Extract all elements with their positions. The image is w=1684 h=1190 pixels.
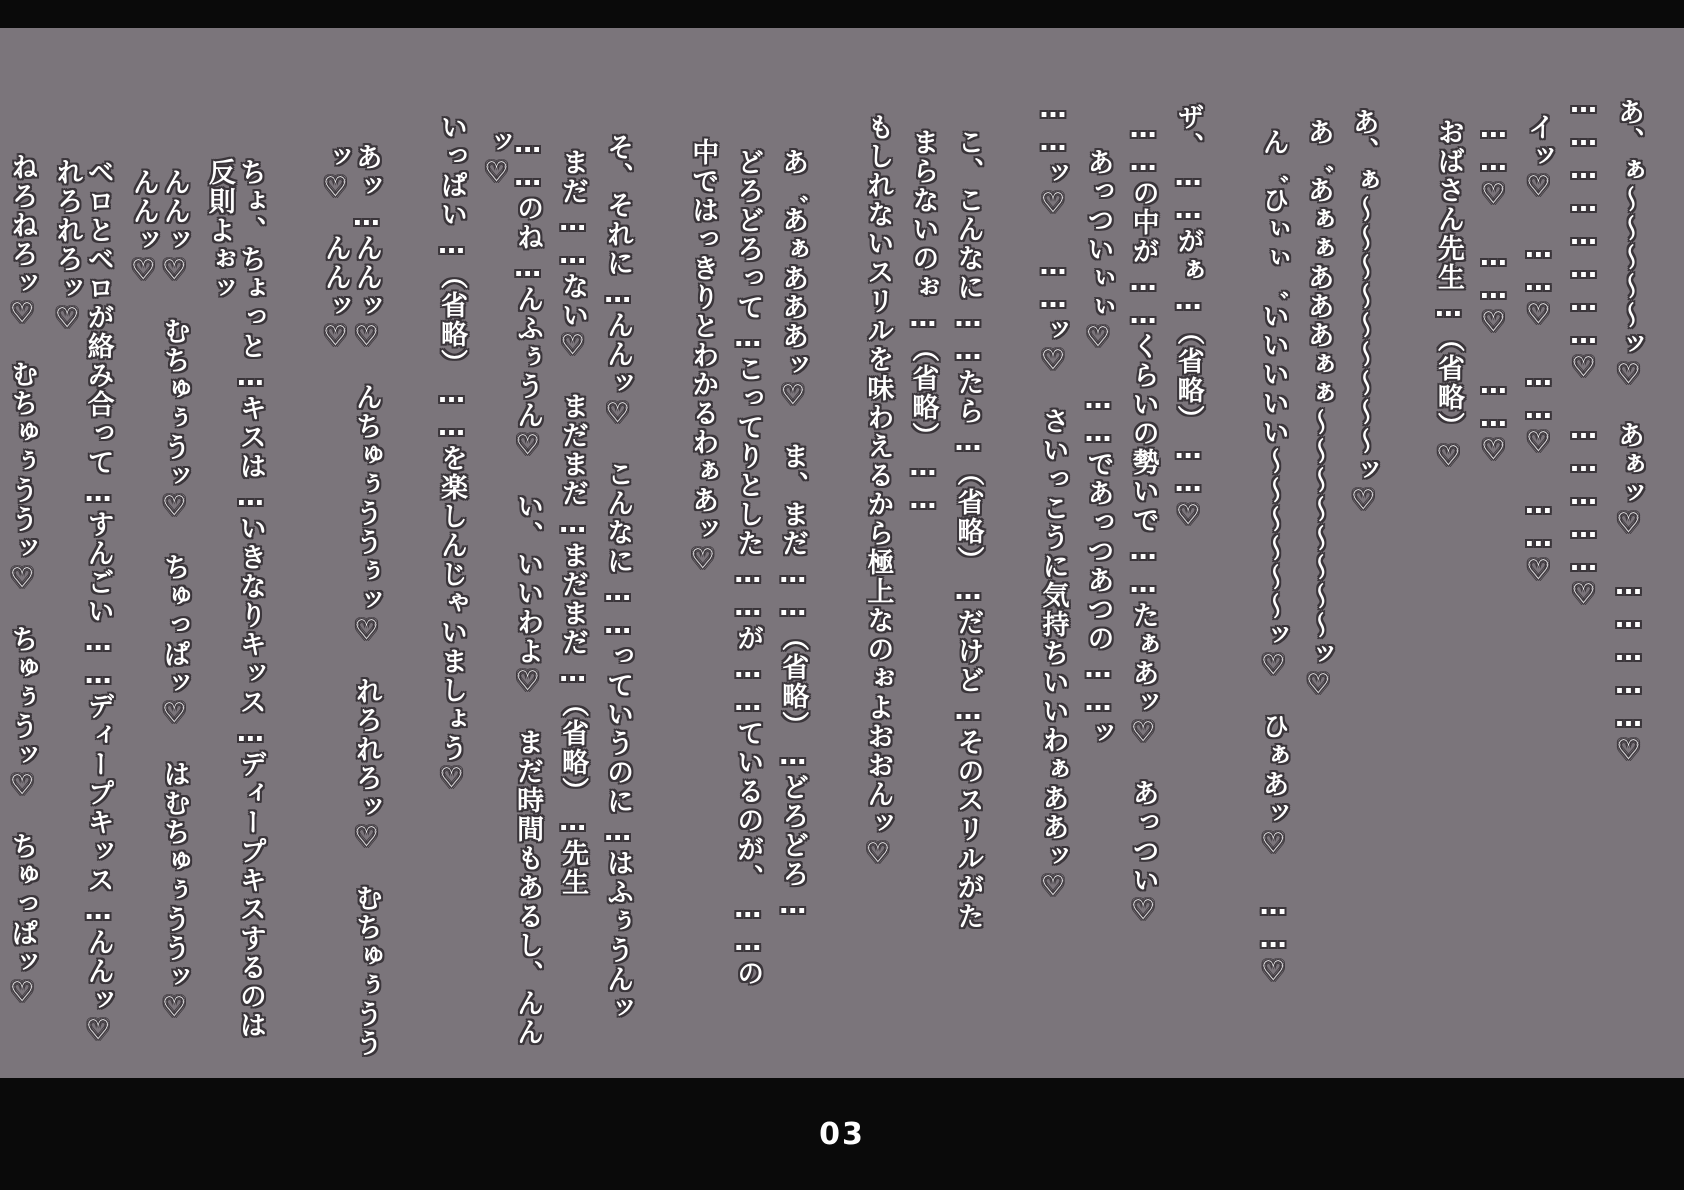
column-gap	[396, 58, 422, 1068]
text-column: あ゛あぁぁあああぁぁ〜〜〜〜〜〜〜〜ッ♡	[1302, 118, 1334, 702]
text-column: どろどろって…こってりとした……が……ているのが、……の	[732, 148, 764, 988]
text-column: イッ♡ ……♡ ……♡ ……♡	[1522, 113, 1554, 588]
page-number: 03	[819, 1116, 865, 1152]
text-column: あッ…んんッ♡ んちゅぅううぅッ♡ れろれろッ♡ むちゅぅううッ♡ んんッ♡	[319, 143, 382, 1058]
text-column: ……………………♡ ……………♡	[1567, 88, 1599, 612]
text-column: いっぱい…（省略）……を楽しんじゃいましょう♡	[435, 113, 467, 796]
text-column: まらないのぉ…（省略）……	[907, 128, 939, 517]
text-column: あ゛あぁあああッ♡ ま、まだ……（省略）…どろどろ…	[777, 148, 809, 922]
text-column: まだ……ない♡ まだまだ…まだまだ…（省略）…先生	[557, 148, 589, 897]
text-column: 中ではっきりとわかるわぁあッ♡	[687, 138, 719, 577]
text-column: あっついぃぃ♡ ……であっつあつの……ッ	[1082, 148, 1114, 748]
page-content-area	[0, 28, 1684, 1078]
top-black-bar	[0, 0, 1684, 28]
column-gap	[822, 58, 848, 1068]
column-gap	[647, 58, 673, 1068]
text-column: ん゛ひぃぃ゛いいいいい〜〜〜〜〜〜ッ♡ ひぁあッ♡ ……♡	[1257, 128, 1289, 989]
text-column: そ、それに…んんッ♡ こんなに……っていうのに…はふぅうんッ	[602, 133, 634, 1023]
text-column: ねろねろッ♡ むちゅぅううッ♡ ちゅぅうッ♡ ちゅっぱッ♡	[6, 153, 38, 1010]
text-column: あ、ぁ〜〜〜〜〜〜〜〜〜ッ♡	[1347, 108, 1379, 518]
text-column: こ、こんなに……たら…（省略）…だけど…そのスリルがた	[952, 128, 984, 931]
vertical-text-columns	[0, 28, 1684, 1078]
text-column: ……ッ♡ ……ッ♡ さいっこうに気持ちいいわぁああッ♡	[1037, 93, 1069, 904]
text-column: ……のね…んふぅうん♡ い、いいわよ♡ まだ時間もあるし、んんッ♡	[481, 128, 544, 1047]
text-column: おばさん先生…（省略）♡	[1432, 118, 1464, 474]
column-gap	[1218, 58, 1244, 1068]
column-gap	[1393, 58, 1419, 1068]
column-gap	[280, 58, 306, 1068]
text-column: ザ、……がぁ…（省略）……♡	[1172, 103, 1204, 533]
text-column: ……♡ ……♡ ……♡	[1477, 113, 1509, 468]
text-column: ちょ、ちょっと…キスは…いきなりキッス…ディープキスするのは反則よぉッ	[203, 158, 266, 1040]
bottom-black-bar	[0, 1078, 1684, 1190]
text-column: んんッ♡ むちゅぅうッ♡ ちゅっぱッ♡ はむちゅぅううッ♡ んんッ♡	[127, 168, 190, 1054]
text-column: もしれないスリルを味わえるから極上なのぉよおおんッ♡	[862, 113, 894, 871]
text-column: あ、ぁ〜〜〜〜〜ッ♡ あぁッ♡ ……………♡	[1613, 98, 1644, 768]
text-column: ……の中が……くらいの勢いで……たぁあッ♡ あっつい♡	[1127, 113, 1159, 928]
text-column: ベロとベロが絡み合って…すんごい……ディープキッス…んんッ♡ れろれろッ♡	[51, 158, 114, 1077]
column-gap	[997, 58, 1023, 1068]
